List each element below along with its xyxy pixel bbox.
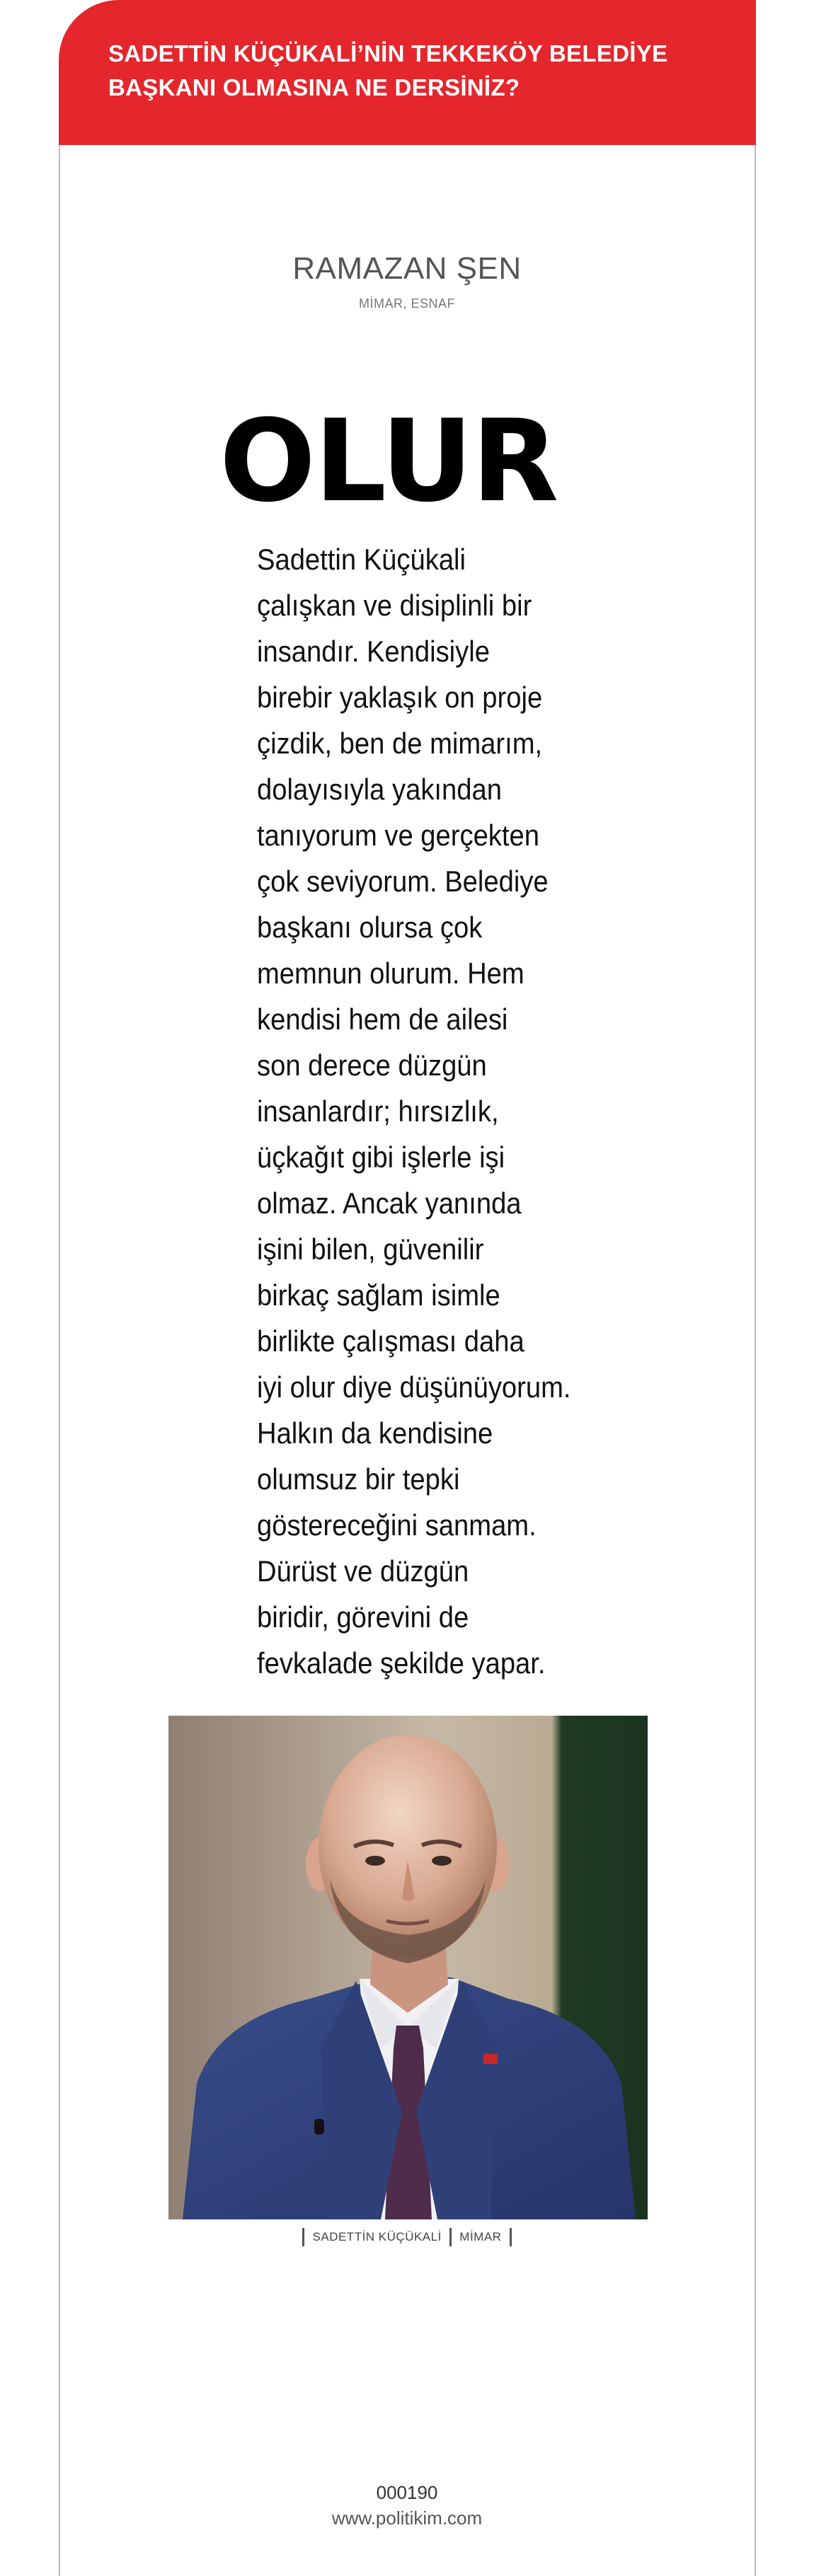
caption-divider — [510, 2228, 512, 2246]
frame-right-border — [755, 127, 756, 2576]
quote-line: çok seviyorum. Belediye — [257, 865, 549, 898]
portrait-photo — [168, 1716, 648, 2219]
quote-line: insandır. Kendisiyle — [257, 635, 490, 668]
quote-line: birlikte çalışması daha — [257, 1324, 524, 1358]
quote-line: birkaç sağlam isimle — [257, 1278, 500, 1312]
caption-divider — [302, 2228, 304, 2246]
footer-website-link[interactable]: www.politikim.com — [331, 2507, 483, 2529]
question-title: SADETTİN KÜÇÜKALİ’NİN TEKKEKÖY BELEDİYE BAŞKANI OLMASINA NE DERSİNİZ? — [108, 40, 668, 100]
answer-headline: OLUR — [219, 395, 558, 527]
quote-line: son derece düzgün — [257, 1049, 487, 1082]
quote-line: Dürüst ve düzgün — [257, 1554, 469, 1588]
quote-line: tanıyorum ve gerçekten — [257, 819, 539, 852]
quote-line: memnun olurum. Hem — [257, 957, 524, 990]
respondent-title: MİMAR, ESNAF — [358, 296, 455, 311]
quote-line: başkanı olursa çok — [257, 911, 483, 944]
quote-line: Sadettin Küçükali — [257, 543, 466, 576]
quote-body — [257, 536, 583, 1686]
quote-line: işini bilen, güvenilir — [257, 1232, 484, 1266]
caption-name: SADETTİN KÜÇÜKALİ — [312, 2230, 442, 2243]
quote-line: insanlardır; hırsızlık, — [257, 1094, 499, 1128]
quote-line: kendisi hem de ailesi — [257, 1003, 508, 1036]
quote-line: biridir, görevini de — [257, 1600, 469, 1634]
quote-line: olumsuz bir tepki — [257, 1462, 460, 1496]
footer-code: 000190 — [376, 2482, 438, 2503]
quote-line: çizdik, ben de mimarım, — [257, 727, 543, 760]
quote-line: göstereceğini sanmam. — [257, 1508, 537, 1542]
quote-line: çalışkan ve disiplinli bir — [257, 589, 532, 622]
quote-line: iyi olur diye düşünüyorum. — [257, 1370, 571, 1404]
quote-line: fevkalade şekilde yapar. — [257, 1646, 546, 1680]
caption-role: MİMAR — [459, 2230, 502, 2243]
quote-line: birebir yaklaşık on proje — [257, 681, 543, 714]
quote-line: üçkağıt gibi işlerle işi — [257, 1140, 505, 1174]
frame-left-border — [59, 127, 60, 2576]
quote-line: Halkın da kendisine — [257, 1416, 493, 1450]
quote-line: dolayısıyla yakından — [257, 773, 502, 806]
quote-line: olmaz. Ancak yanında — [257, 1186, 522, 1220]
question-header — [59, 0, 756, 145]
respondent-name: RAMAZAN ŞEN — [292, 251, 522, 286]
photo-caption — [0, 2228, 814, 2246]
caption-divider — [449, 2228, 452, 2246]
